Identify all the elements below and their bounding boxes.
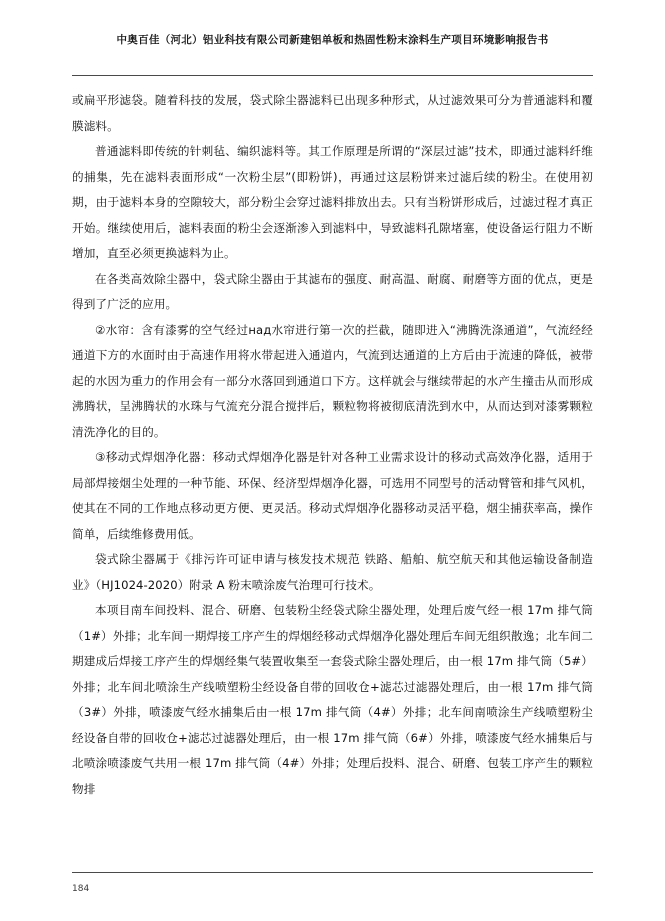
page-body — [72, 88, 593, 802]
header-divider — [72, 75, 593, 76]
paragraph: ②水帘：含有漆雾的空气经过над水帘进行第一次的拦截，随即进入“沸腾洗涤通道”，气流经经通道下方的水面时由于高速作用将水带起进入通道内，气流到达通道的上方后由于流速的降低，被带起的水因为重力的作用会有一部分水落回到通道口下方。这样就会与继续带起的水产生撞击从而形成沸腾状，呈沸腾状的水珠与气流充分混合搅拌后，颗粒物将被彻底清洗到水中，从而达到对漆雾颗粒清洗净化的目的。 — [72, 322, 593, 439]
paragraph: ③移动式焊烟净化器：移动式焊烟净化器是针对各种工业需求设计的移动式高效净化器，适用于局部焊接烟尘处理的一种节能、环保、经济型焊烟净化器，可选用不同型号的活动臂管和排气风机，使其在不同的工作地点移动更方便、更灵活。移动式焊烟净化器移动灵活平稳，烟尘捕获率高，操作简单，后续维修费用低。 — [72, 450, 593, 541]
paragraph: 或扁平形滤袋。随着科技的发展，袋式除尘器滤料已出现多种形式，从过滤效果可分为普通滤料和覆膜滤料。 — [72, 93, 593, 133]
paragraph: 在各类高效除尘器中，袋式除尘器由于其滤布的强度、耐高温、耐腐、耐磨等方面的优点，更是得到了广泛的应用。 — [72, 271, 593, 311]
page-header: 中奥百佳（河北）铝业科技有限公司新建铝单板和热固性粉末涂料生产项目环境影响报告书 — [116, 34, 549, 46]
paragraph: 普通滤料即传统的针刺毡、编织滤料等。其工作原理是所谓的“深层过滤”技术，即通过滤料纤维的捕集，先在滤料表面形成“一次粉尘层”(即粉饼)，再通过这层粉饼来过滤后续的粉尘。在使用初期，由于滤料本身的空隙较大，部分粉尘会穿过滤料排放出去。只有当粉饼形成后，过滤过程才真正开始。继续使用后，滤料表面的粉尘会逐渐渗入到滤料中，导致滤料孔隙堵塞，使设备运行阻力不断增加，直至必须更换滤料为止。 — [72, 144, 593, 260]
page-number: 184 — [72, 884, 90, 894]
paragraph: 本项目南车间投料、混合、研磨、包装粉尘经袋式除尘器处理，处理后废气经一根 17m 排气筒（1#）外排；北车间一期焊接工序产生的焊烟经移动式焊烟净化器处理后车间无组织散逸；北车间二期建成后焊接工序产生的焊烟经集气装置收集至一套袋式除尘器处理后，由一根 17m 排气筒（5#）外排；北车间北喷涂生产线喷塑粉尘经设备自带的回收仓+滤芯过滤器处理后，由一根 17m 排气筒（3#）外排，喷漆废气经水捕集后由一根 17m 排气筒（4#）外排；北车间南喷涂生产线喷塑粉尘经设备自带的回收仓+滤芯过滤器处理后，由一根 17m 排气筒（6#）外排，喷漆废气经水捕集后与北喷涂喷漆废气共用一根 17m 排气筒（4#）外排；处理后投料、混合、研磨、包装工序产生的颗粒物排 — [72, 603, 593, 796]
paragraph: 袋式除尘器属于《排污许可证申请与核发技术规范 铁路、船舶、航空航天和其他运输设备制造业》（HJ1024-2020）附录 A 粉末喷涂废气治理可行技术。 — [72, 552, 593, 592]
footer-divider — [72, 872, 593, 873]
